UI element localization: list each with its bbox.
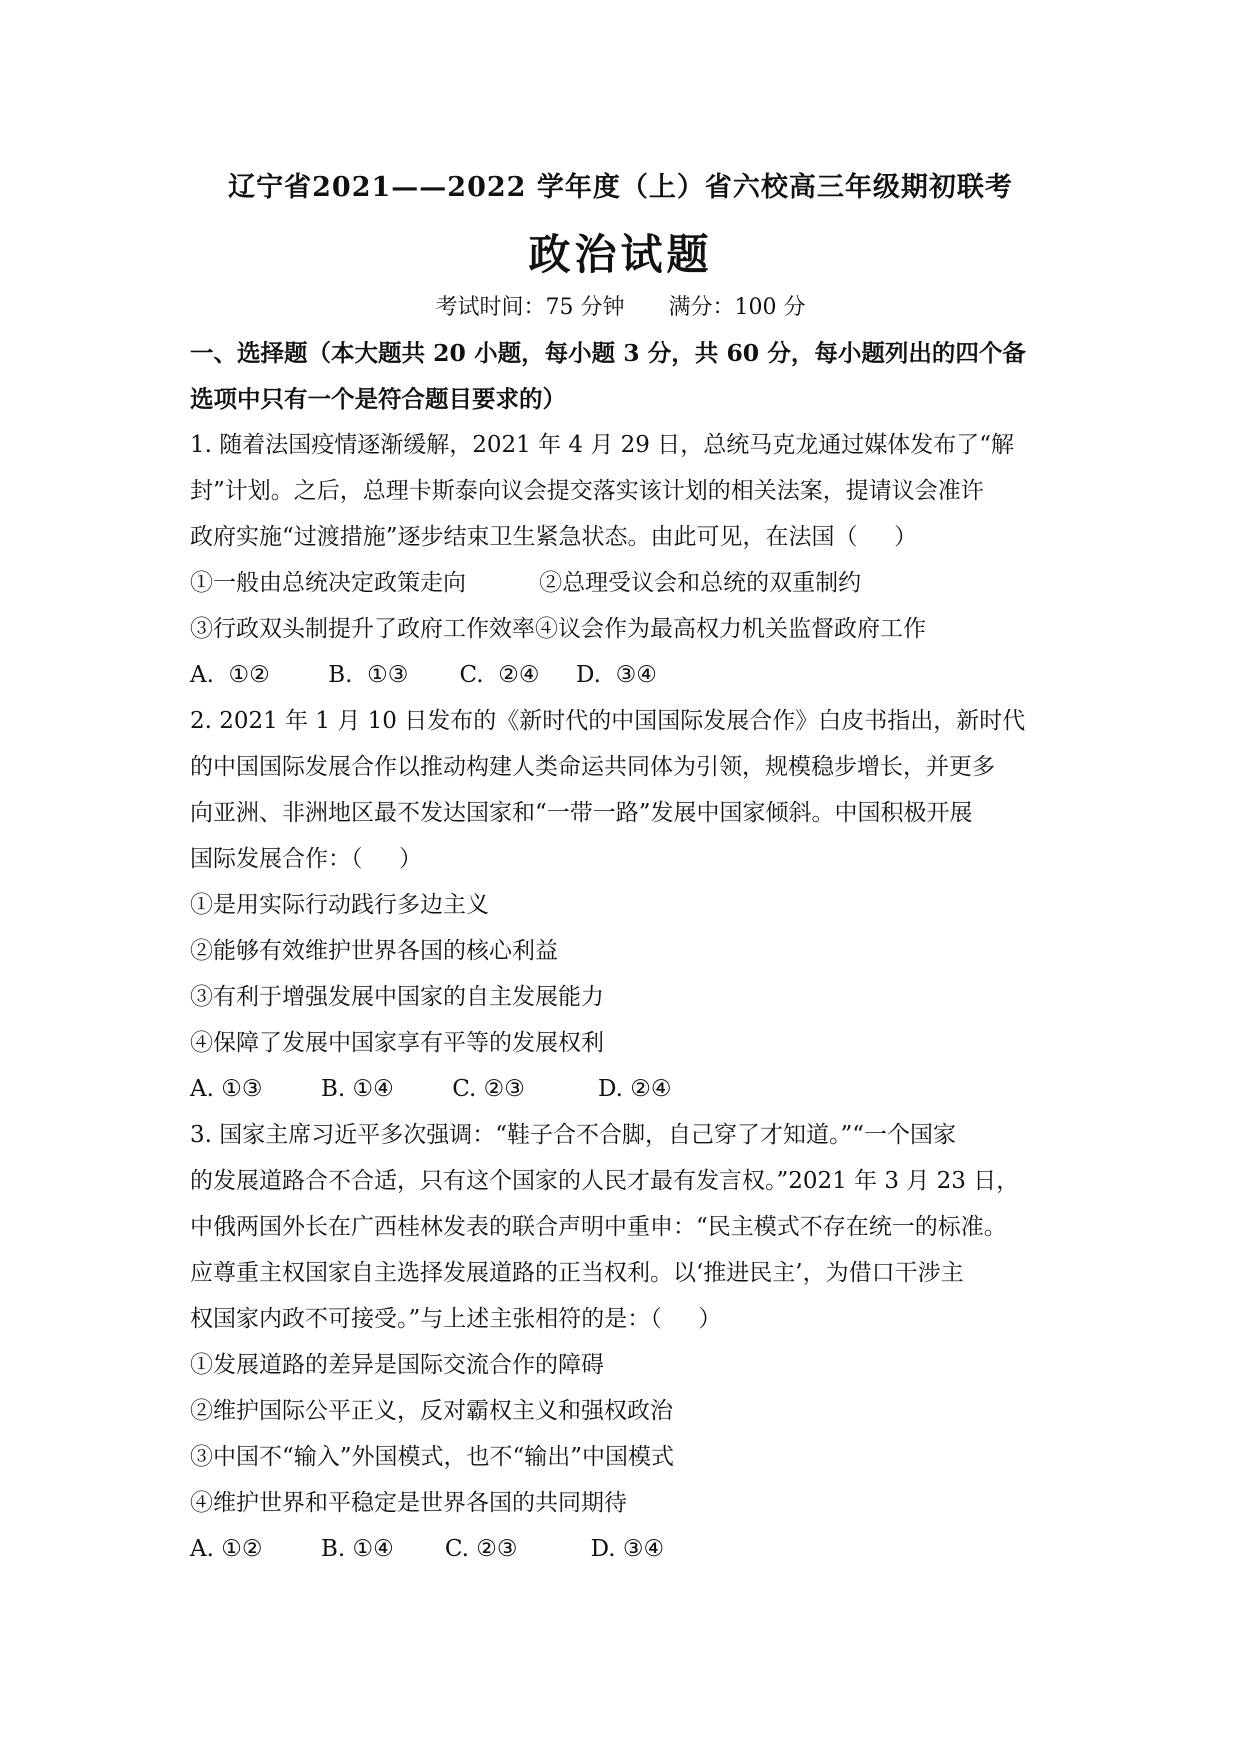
answer-choices: A. ①② B. ①③ C. ②④ D. ③④ <box>190 662 657 688</box>
subject-title: 政治试题 <box>528 230 713 279</box>
question-line: 向亚洲、非洲地区最不发达国家和“一带一路”发展中国家倾斜。中国积极开展 <box>190 800 973 826</box>
question-line: 应尊重主权国家自主选择发展道路的正当权利。以‘推进民主’，为借口干涉主 <box>190 1260 964 1286</box>
question-line: 2. 2021 年 1 月 10 日发布的《新时代的中国国际发展合作》白皮书指出，新时代 <box>190 708 1026 734</box>
option-item: ①是用实际行动践行多边主义 <box>190 892 489 918</box>
question-line: 政府实施“过渡措施”逐步结束卫生紧急状态。由此可见，在法国（ ） <box>190 524 918 550</box>
exam-time: 考试时间：75 分钟 <box>435 295 625 320</box>
question-1 <box>190 422 1090 698</box>
question-3 <box>190 1112 1090 1572</box>
school-title: 辽宁省2021——2022 学年度（上）省六校高三年级期初联考 <box>228 172 1013 203</box>
option-row: ③行政双头制提升了政府工作效率④议会作为最高权力机关监督政府工作 <box>190 616 926 642</box>
question-line: 1. 随着法国疫情逐渐缓解，2021 年 4 月 29 日，总统马克龙通过媒体发布了“解 <box>190 432 1015 458</box>
section-title-line2: 选项中只有一个是符合题目要求的） <box>190 385 566 413</box>
option-item: ③有利于增强发展中国家的自主发展能力 <box>190 984 604 1010</box>
option-item: ②能够有效维护世界各国的核心利益 <box>190 938 558 964</box>
option-item: ④维护世界和平稳定是世界各国的共同期待 <box>190 1490 627 1516</box>
option-row: ①一般由总统决定政策走向 ②总理受议会和总统的双重制约 <box>190 570 862 596</box>
question-line: 中俄两国外长在广西桂林发表的联合声明中重申：“民主模式不存在统一的标准。 <box>190 1214 1007 1240</box>
question-2 <box>190 698 1090 1112</box>
option-item: ④保障了发展中国家享有平等的发展权利 <box>190 1030 604 1056</box>
answer-choices: A. ①③ B. ①④ C. ②③ D. ②④ <box>190 1076 672 1102</box>
exam-meta <box>0 290 1241 321</box>
question-line: 的发展道路合不合适，只有这个国家的人民才最有发言权。”2021 年 3 月 23 日， <box>190 1168 1020 1194</box>
question-line: 封”计划。之后，总理卡斯泰向议会提交落实该计划的相关法案，提请议会准许 <box>190 478 984 504</box>
question-line: 国际发展合作：（ ） <box>190 846 423 872</box>
full-score: 满分：100 分 <box>668 295 806 320</box>
option-item: ①发展道路的差异是国际交流合作的障碍 <box>190 1352 604 1378</box>
exam-body <box>190 330 1090 1572</box>
section-title-line1: 一、选择题（本大题共 20 小题，每小题 3 分，共 60 分，每小题列出的四个备 <box>190 339 1026 367</box>
question-line: 的中国国际发展合作以推动构建人类命运共同体为引领，规模稳步增长，并更多 <box>190 754 995 780</box>
answer-choices: A. ①② B. ①④ C. ②③ D. ③④ <box>190 1536 665 1562</box>
question-line: 权国家内政不可接受。”与上述主张相符的是：（ ） <box>190 1306 722 1332</box>
option-item: ③中国不“输入”外国模式，也不“输出”中国模式 <box>190 1444 675 1470</box>
question-line: 3. 国家主席习近平多次强调：“鞋子合不合脚，自己穿了才知道。”“一个国家 <box>190 1122 957 1148</box>
option-item: ②维护国际公平正义，反对霸权主义和强权政治 <box>190 1398 673 1424</box>
